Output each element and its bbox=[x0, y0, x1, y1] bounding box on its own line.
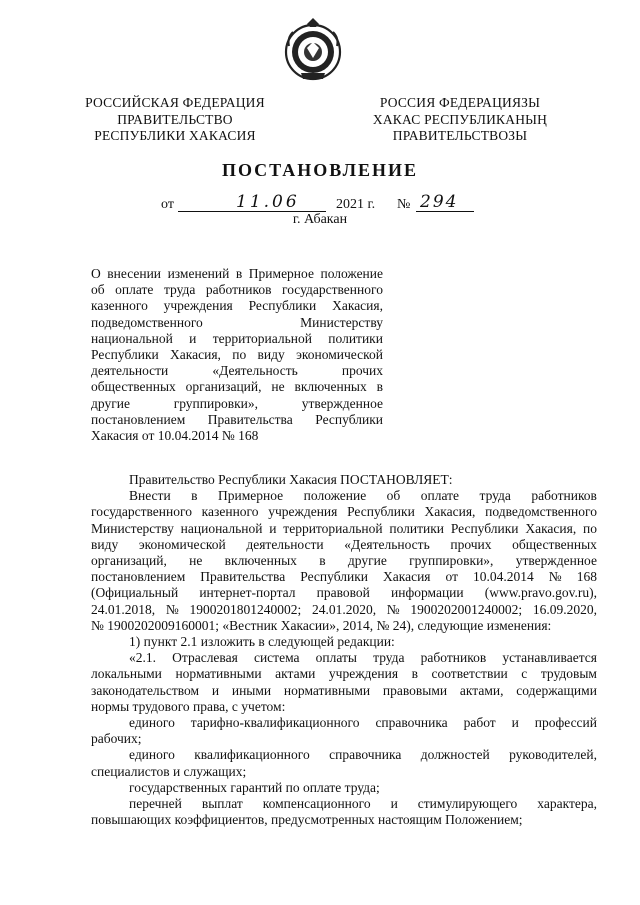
body-line: перечней выплат компенсационного и стимулирующего характера, bbox=[129, 796, 597, 812]
body-line: единого квалификационного справочника должностей руководителей, bbox=[129, 747, 597, 763]
subject-line: Республики Хакасия, по виду экономической bbox=[91, 347, 383, 363]
body-line: государственных гарантий по оплате труда; bbox=[129, 779, 380, 795]
body-line: локальными нормативными актами учреждения в соответствии с трудовым bbox=[91, 666, 597, 682]
number-sign: № bbox=[397, 197, 411, 212]
body-line: виду экономической деятельности «Деятельность прочих общественных bbox=[91, 536, 597, 552]
date-year: 2021 г. bbox=[336, 197, 376, 212]
subject-line: казенного учреждения Республики Хакасия, bbox=[91, 298, 383, 314]
body-line: законодательством и иными нормативными правовыми актами, содержащими bbox=[91, 682, 597, 698]
item-line: 1) пункт 2.1 изложить в следующей редакции: bbox=[129, 634, 395, 650]
body-line: нормы трудового права, с учетом: bbox=[91, 698, 286, 714]
city-name: г. Абакан bbox=[292, 212, 348, 227]
body-line: 24.01.2018, № 1900201801240002; 24.01.2020, № 1900202001240002; 16.09.2020, bbox=[91, 601, 597, 617]
subject-line: другие группировки», утвержденное bbox=[91, 395, 383, 411]
subject-line: О внесении изменений в Примерное положение bbox=[91, 266, 383, 281]
header-left-line: РЕСПУБЛИКИ ХАКАСИЯ bbox=[94, 128, 256, 143]
body-line: «2.1. Отраслевая система оплаты труда работников устанавливается bbox=[129, 650, 597, 666]
body-line: постановлением Правительства Республики Хакасия от 10.04.2014 № 168 bbox=[91, 569, 597, 585]
handwritten-date: 11.06 bbox=[236, 192, 300, 212]
decree-line: Правительство Республики Хакасия ПОСТАНОВЛЯЕТ: bbox=[129, 472, 453, 487]
header-left-line: РОССИЙСКАЯ ФЕДЕРАЦИЯ bbox=[85, 95, 265, 110]
body-line: государственного казенного учреждения Республики Хакасия, подведомственного bbox=[91, 504, 597, 520]
subject-line: об оплате труда работников государственного bbox=[91, 282, 383, 298]
header-right-line: РОССИЯ ФЕДЕРАЦИЯЗЫ bbox=[379, 95, 541, 110]
handwritten-number: 294 bbox=[420, 192, 459, 212]
body-line: специалистов и служащих; bbox=[91, 763, 247, 779]
body-line: организаций, не включенных в другие группировки», утвержденное bbox=[91, 553, 597, 569]
body-line: единого тарифно-квалификационного справочника работ и профессий bbox=[129, 715, 597, 731]
body-line: № 1900202009160001; «Вестник Хакасии», 2014, № 24), следующие изменения: bbox=[91, 617, 552, 633]
subject-line: подведомственного Министерству bbox=[91, 314, 383, 330]
coat-of-arms-emblem bbox=[283, 18, 343, 82]
subject-block bbox=[91, 266, 383, 444]
header-right-line: ХАКАС РЕСПУБЛИКАНЫҢ bbox=[372, 111, 548, 127]
subject-line: постановлением Правительства Республики bbox=[91, 411, 383, 427]
body-line: рабочих; bbox=[91, 731, 142, 747]
date-prefix: от bbox=[161, 197, 174, 212]
header-khakas bbox=[370, 95, 550, 145]
body-line: (Официальный интернет-портал правовой информации (www.pravo.gov.ru), bbox=[91, 585, 597, 601]
body-line: повышающих коэффициентов, предусмотренных настоящим Положением; bbox=[91, 812, 523, 828]
body-line: Министерству национальной и территориальной политики Республики Хакасия, по bbox=[91, 520, 597, 536]
body-line: Внести в Примерное положение об оплате труда работников bbox=[129, 488, 597, 504]
subject-line: деятельности «Деятельность прочих bbox=[91, 363, 383, 379]
document-body bbox=[91, 472, 597, 828]
header-russian bbox=[80, 95, 270, 145]
document-title: ПОСТАНОВЛЕНИЕ bbox=[221, 160, 419, 180]
header-right-line: ПРАВИТЕЛЬСТВОЗЫ bbox=[392, 128, 528, 143]
subject-line: общественных организаций, не включенных в bbox=[91, 379, 383, 395]
header-left-line: ПРАВИТЕЛЬСТВО bbox=[117, 111, 233, 127]
subject-line: национальной и территориальной политики bbox=[91, 330, 383, 346]
subject-line: Хакасия от 10.04.2014 № 168 bbox=[91, 428, 259, 444]
